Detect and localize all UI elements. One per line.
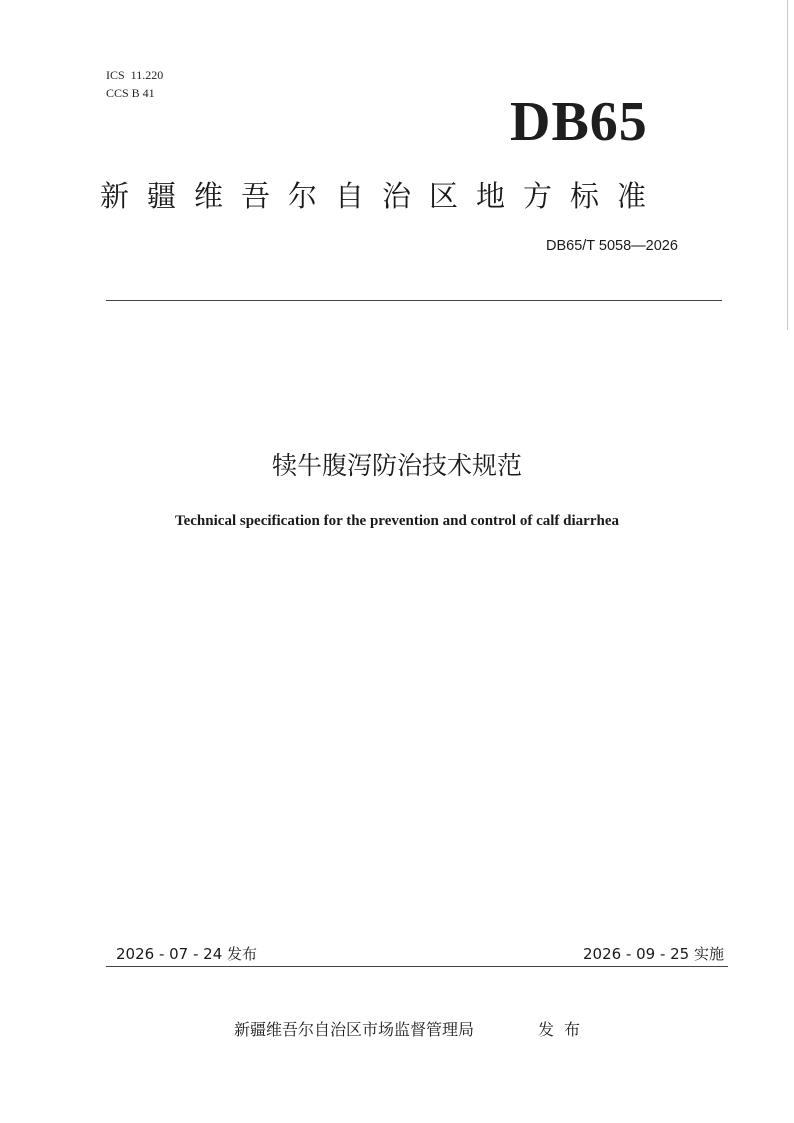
header-divider xyxy=(106,300,722,301)
standard-number: DB65/T 5058—2026 xyxy=(546,238,678,254)
document-title-english: Technical specification for the prevention and control of calf diarrhea xyxy=(174,513,619,529)
issue-date: 2026 - 07 - 24 发布 xyxy=(116,945,258,963)
issue-action-label: 发布 xyxy=(538,1020,591,1039)
ccs-code: CCS B 41 xyxy=(106,86,155,100)
implementation-date: 2026 - 09 - 25 实施 xyxy=(582,945,724,963)
footer-divider xyxy=(106,966,728,967)
standard-type-heading: 新疆维吾尔自治区地方标准 xyxy=(100,179,665,213)
document-title-chinese: 犊牛腹泻防治技术规范 xyxy=(271,451,522,480)
issuing-authority: 新疆维吾尔自治区市场监督管理局 xyxy=(234,1020,475,1039)
standard-code-logo: DB65 xyxy=(510,91,648,153)
page-edge-line xyxy=(787,0,788,330)
classification-codes xyxy=(106,66,163,102)
ics-code: ICS 11.220 xyxy=(106,68,164,82)
